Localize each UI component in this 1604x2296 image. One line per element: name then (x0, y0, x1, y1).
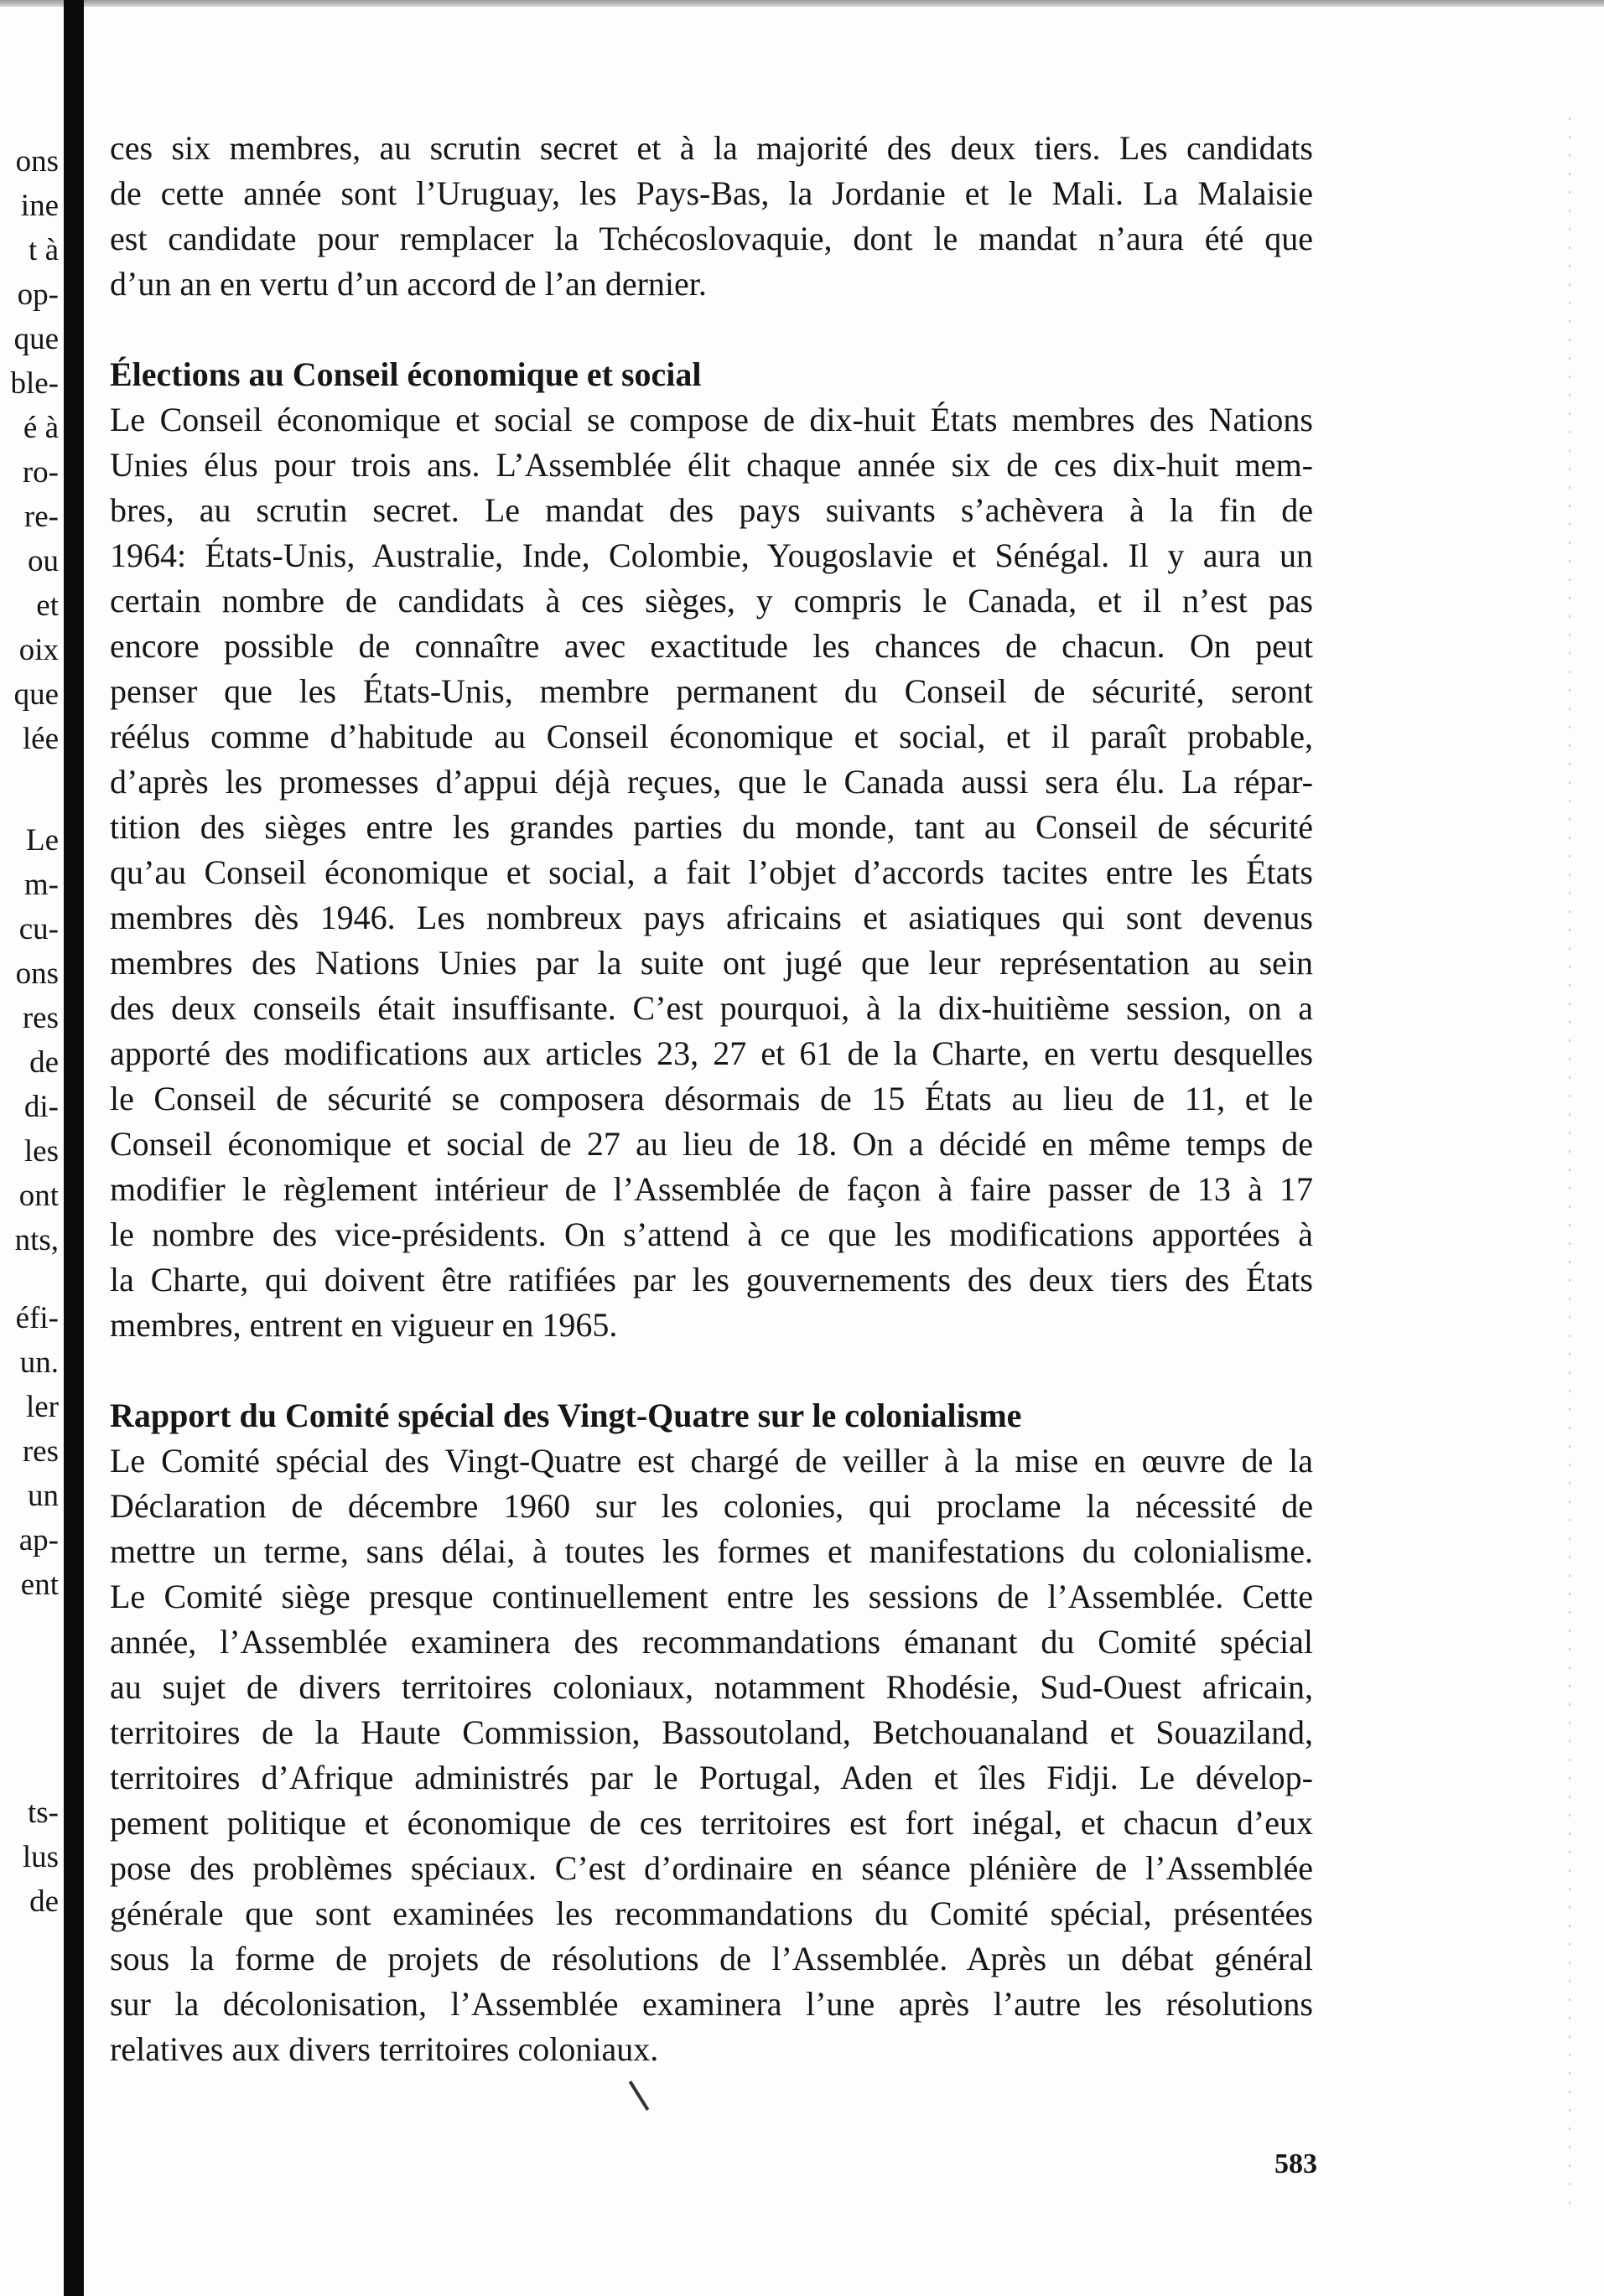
text-line: modifier le règlement intérieur de l’Assemblée de façon à faire passer de 13 à 17 (110, 1170, 1313, 1208)
section-colonialism-report (110, 1393, 1313, 2072)
text-line: Déclaration de décembre 1960 sur les colonies, qui proclame la nécessité de (110, 1487, 1313, 1525)
text-line: est candidate pour remplacer la Tchécoslovaquie, dont le mandat n’aura été que (110, 220, 1313, 257)
page-number: 583 (1274, 2148, 1317, 2179)
previous-page-fragment: ou (28, 544, 59, 578)
text-line: encore possible de connaître avec exactitude les chances de chacun. On peut (110, 627, 1313, 665)
text-line: le nombre des vice-présidents. On s’attend à ce que les modifications apportées à (110, 1215, 1313, 1253)
text-line: membres des Nations Unies par la suite ont jugé que leur représentation au sein (110, 944, 1313, 982)
previous-page-fragment: re- (23, 500, 59, 534)
previous-page-fragment: ent (20, 1568, 59, 1602)
previous-page-fragment: ble- (10, 366, 59, 401)
text-line: sur la décolonisation, l’Assemblée examinera l’une après l’autre les résolutions (110, 1985, 1313, 2023)
previous-page-fragment: que (13, 322, 59, 356)
previous-page-fragment: é à (23, 411, 59, 445)
text-line: Unies élus pour trois ans. L’Assemblée élit chaque année six de ces dix-huit mem- (110, 446, 1313, 484)
text-line: des deux conseils était insuffisante. C’est pourquoi, à la dix-huitième session, on a (110, 989, 1313, 1027)
section-heading: Rapport du Comité spécial des Vingt-Quatre sur le colonialisme (110, 1397, 1022, 1434)
text-line: membres, entrent en vigueur en 1965. (110, 1306, 618, 1344)
previous-page-fragment: ler (25, 1390, 59, 1424)
previous-page-fragment: ro- (22, 455, 59, 490)
previous-page-fragment: lus (22, 1840, 59, 1874)
text-line: penser que les États-Unis, membre permanent du Conseil de sécurité, seront (110, 672, 1313, 710)
previous-page-fragment: op- (17, 277, 59, 312)
previous-page-fragment: res (22, 1434, 59, 1469)
text-line: membres dès 1946. Les nombreux pays africains et asiatiques qui sont devenus (110, 899, 1313, 936)
scan-edge-speckle (1569, 117, 1570, 2213)
previous-page-fragment: ont (18, 1179, 59, 1213)
previous-page-fragment: cu- (18, 912, 59, 946)
text-line: relatives aux divers territoires coloniaux. (110, 2030, 659, 2068)
previous-page-fragment: nts, (14, 1223, 59, 1257)
text-line: mettre un terme, sans délai, à toutes les formes et manifestations du colonialisme. (110, 1532, 1313, 1570)
text-line: territoires d’Afrique administrés par le Portugal, Aden et îles Fidji. Le dévelop- (110, 1759, 1313, 1796)
text-line: 1964: États-Unis, Australie, Inde, Colombie, Yougoslavie et Sénégal. Il y aura un (110, 536, 1313, 574)
previous-page-fragment: t à (29, 233, 59, 267)
previous-page-fragment: un (28, 1479, 59, 1513)
text-line: apporté des modifications aux articles 23, 27 et 61 de la Charte, en vertu desquelles (110, 1034, 1313, 1072)
scan-top-edge (0, 0, 1604, 7)
previous-page-fragment: et (36, 588, 59, 623)
previous-page-fragment: oix (18, 633, 59, 667)
paragraph-continuation (110, 126, 1313, 307)
previous-page-fragment: de (29, 1045, 59, 1080)
previous-page-fragment: m- (23, 868, 59, 902)
text-line: sous la forme de projets de résolutions de l’Assemblée. Après un débat général (110, 1940, 1313, 1977)
previous-page-fragment: ons (15, 144, 59, 179)
text-line: pement politique et économique de ces territoires est fort inégal, et chacun d’eux (110, 1804, 1313, 1842)
text-line: Le Conseil économique et social se compose de dix-huit États membres des Nations (110, 401, 1313, 438)
text-line: réélus comme d’habitude au Conseil économique et social, et il paraît probable, (110, 718, 1313, 755)
section-ecosoc-elections (110, 352, 1313, 1348)
text-line: de cette année sont l’Uruguay, les Pays-Bas, la Jordanie et le Mali. La Malaisie (110, 174, 1313, 212)
text-line: ces six membres, au scrutin secret et à la majorité des deux tiers. Les candidats (110, 129, 1313, 167)
pencil-mark (629, 2081, 650, 2111)
text-line: générale que sont examinées les recommandations du Comité spécial, présentées (110, 1894, 1313, 1932)
previous-page-fragment: lée (22, 722, 59, 756)
text-line: la Charte, qui doivent être ratifiées par les gouvernements des deux tiers des États (110, 1261, 1313, 1298)
text-line: territoires de la Haute Commission, Bassoutoland, Betchouanaland et Souaziland, (110, 1713, 1313, 1751)
section-heading: Élections au Conseil économique et social (110, 355, 702, 393)
previous-page-fragment: ine (20, 189, 59, 223)
previous-page-fragment: res (22, 1001, 59, 1035)
text-line: bres, au scrutin secret. Le mandat des pays suivants s’achèvera à la fin de (110, 491, 1313, 529)
text-line: Conseil économique et social de 27 au lieu de 18. On a décidé en même temps de (110, 1125, 1313, 1163)
text-line: certain nombre de candidats à ces sièges, y compris le Canada, et il n’est pas (110, 582, 1313, 619)
previous-page-fragment: di- (23, 1090, 59, 1124)
text-line: d’après les promesses d’appui déjà reçues, que le Canada aussi sera élu. La répar- (110, 763, 1313, 801)
previous-page-fragment: que (13, 677, 59, 712)
binding-shadow (64, 0, 84, 2296)
previous-page-fragment: ons (15, 956, 59, 991)
text-line: année, l’Assemblée examinera des recommandations émanant du Comité spécial (110, 1623, 1313, 1661)
text-line: d’un an en vertu d’un accord de l’an dernier. (110, 265, 707, 303)
previous-page-fragment: ts- (28, 1796, 59, 1830)
text-line: tition des sièges entre les grandes parties du monde, tant au Conseil de sécurité (110, 808, 1313, 846)
previous-page-fragment: éfi- (15, 1301, 59, 1335)
text-line: Le Comité siège presque continuellement entre les sessions de l’Assemblée. Cette (110, 1578, 1313, 1615)
previous-page-fragment: ap- (18, 1523, 59, 1557)
previous-page-fragment: les (23, 1134, 59, 1169)
previous-page-fragment: un. (19, 1345, 59, 1380)
text-line: qu’au Conseil économique et social, a fait l’objet d’accords tacites entre les États (110, 853, 1313, 891)
text-line: Le Comité spécial des Vingt-Quatre est chargé de veiller à la mise en œuvre de la (110, 1442, 1313, 1480)
text-line: au sujet de divers territoires coloniaux, notamment Rhodésie, Sud-Ouest africain, (110, 1668, 1313, 1706)
page-body (110, 126, 1313, 2072)
previous-page-fragment: de (29, 1884, 59, 1919)
text-line: pose des problèmes spéciaux. C’est d’ordinaire en séance plénière de l’Assemblée (110, 1849, 1313, 1887)
previous-page-fragment: Le (25, 823, 59, 858)
text-line: le Conseil de sécurité se composera désormais de 15 États au lieu de 11, et le (110, 1080, 1313, 1117)
